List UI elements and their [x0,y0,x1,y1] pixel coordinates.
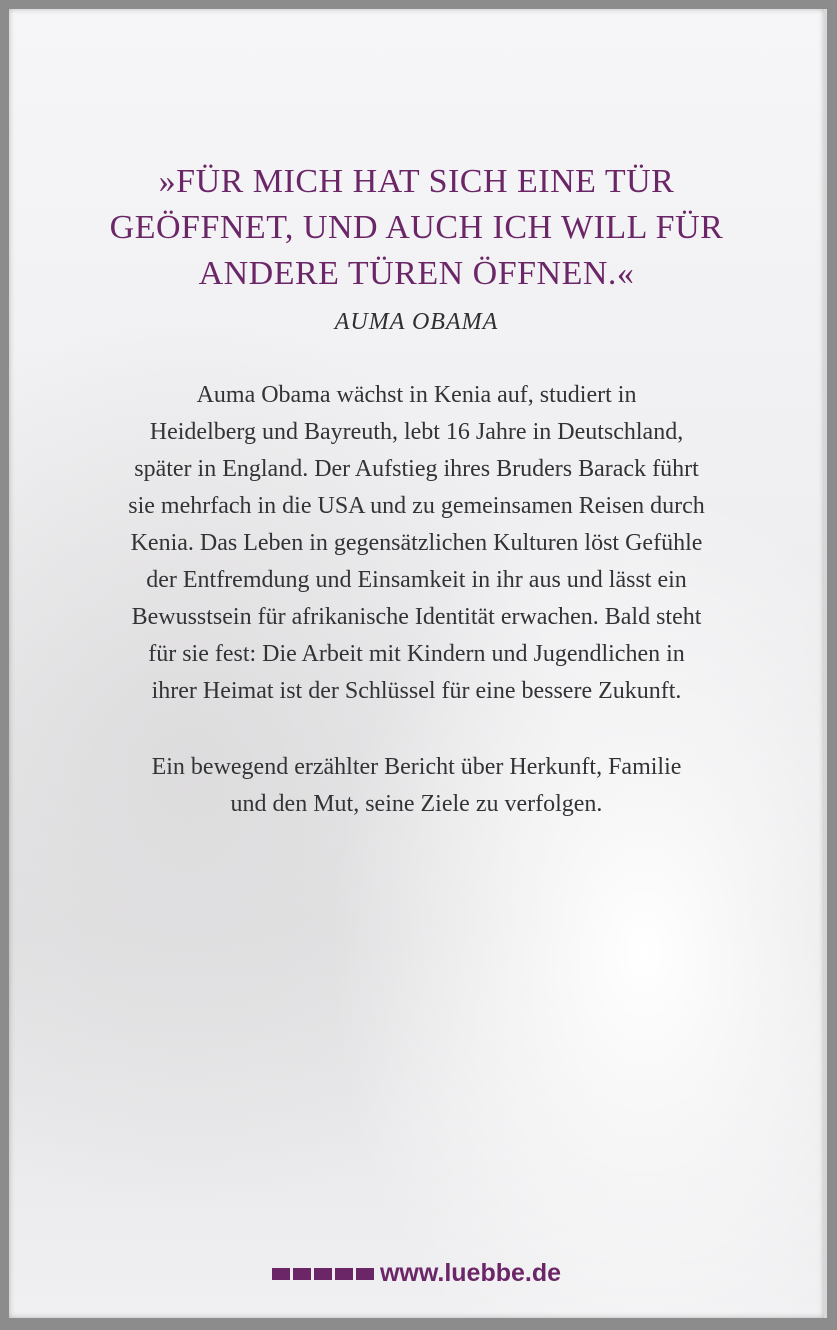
closing-line: und den Mut, seine Ziele zu verfolgen. [230,791,603,817]
quote-line: »FÜR MICH HAT SICH EINE TÜR [158,163,675,200]
book-back-cover [9,9,827,1318]
blurb-paragraph [9,377,824,710]
quote-line: ANDERE TÜREN ÖFFNEN.« [198,255,635,292]
publisher-url: www.luebbe.de [379,1259,562,1287]
quote-line: GEÖFFNET, UND AUCH ICH WILL FÜR [109,209,724,246]
quote-author: AUMA OBAMA [334,309,499,335]
publisher-logo-squares-icon [272,1268,374,1280]
blurb-line: ihrer Heimat ist der Schlüssel für eine bessere Zukunft. [151,678,682,704]
closing-paragraph [9,749,824,823]
blurb-line: Kenia. Das Leben in gegensätzlichen Kulturen löst Gefühle [130,530,703,556]
cover-quote [9,159,824,297]
blurb-line: Bewusstsein für afrikanische Identität erwachen. Bald steht [131,604,702,630]
blurb-line: später in England. Der Aufstieg ihres Bruders Barack führt [134,456,699,482]
blurb-line: der Entfremdung und Einsamkeit in ihr aus und lässt ein [146,567,687,593]
blurb-line: Auma Obama wächst in Kenia auf, studiert in [196,382,637,408]
closing-line: Ein bewegend erzählter Bericht über Herkunft, Familie [151,754,682,780]
blurb-line: Heidelberg und Bayreuth, lebt 16 Jahre in Deutschland, [149,419,684,445]
blurb-line: sie mehrfach in die USA und zu gemeinsamen Reisen durch [128,493,705,519]
publisher-footer [9,1259,824,1288]
blurb-line: für sie fest: Die Arbeit mit Kindern und Jugendlichen in [148,641,685,667]
